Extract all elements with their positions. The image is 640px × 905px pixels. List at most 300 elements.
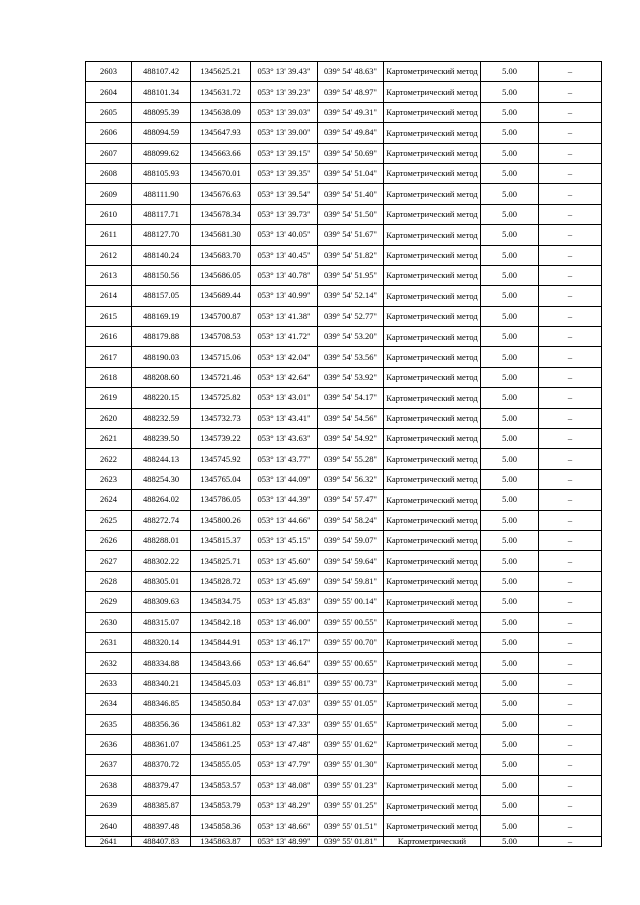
point-number-cell: 2625	[86, 510, 132, 530]
x-coordinate-cell: 488179.88	[132, 327, 191, 347]
table-row	[86, 408, 602, 428]
accuracy-cell: 5.00	[481, 204, 539, 224]
x-coordinate-cell: 488397.48	[132, 816, 191, 836]
longitude-cell: 039° 54' 50.69"	[318, 143, 384, 163]
method-cell: Картометрический метод	[384, 123, 481, 143]
table-row	[86, 286, 602, 306]
method-cell: Картометрический метод	[384, 551, 481, 571]
table-row	[86, 836, 602, 846]
accuracy-cell: 5.00	[481, 734, 539, 754]
accuracy-cell: 5.00	[481, 82, 539, 102]
accuracy-cell: 5.00	[481, 367, 539, 387]
method-cell: Картометрический метод	[384, 592, 481, 612]
y-coordinate-cell: 1345861.82	[191, 714, 251, 734]
accuracy-cell: 5.00	[481, 510, 539, 530]
latitude-cell: 053° 13' 39.03"	[251, 102, 318, 122]
accuracy-cell: 5.00	[481, 490, 539, 510]
x-coordinate-cell: 488157.05	[132, 286, 191, 306]
x-coordinate-cell: 488370.72	[132, 755, 191, 775]
point-number-cell: 2619	[86, 388, 132, 408]
point-number-cell: 2628	[86, 571, 132, 591]
accuracy-cell: 5.00	[481, 143, 539, 163]
latitude-cell: 053° 13' 39.35"	[251, 163, 318, 183]
point-number-cell: 2634	[86, 694, 132, 714]
latitude-cell: 053° 13' 45.60"	[251, 551, 318, 571]
y-coordinate-cell: 1345686.05	[191, 265, 251, 285]
accuracy-cell: 5.00	[481, 612, 539, 632]
description-cell: –	[539, 836, 602, 846]
y-coordinate-cell: 1345845.03	[191, 673, 251, 693]
longitude-cell: 039° 55' 01.23"	[318, 775, 384, 795]
point-number-cell: 2617	[86, 347, 132, 367]
description-cell: –	[539, 204, 602, 224]
method-cell: Картометрический метод	[384, 694, 481, 714]
description-cell: –	[539, 714, 602, 734]
y-coordinate-cell: 1345765.04	[191, 469, 251, 489]
longitude-cell: 039° 54' 59.81"	[318, 571, 384, 591]
description-cell: –	[539, 245, 602, 265]
point-number-cell: 2641	[86, 836, 132, 846]
longitude-cell: 039° 54' 49.84"	[318, 123, 384, 143]
description-cell: –	[539, 367, 602, 387]
x-coordinate-cell: 488094.59	[132, 123, 191, 143]
accuracy-cell: 5.00	[481, 571, 539, 591]
method-cell: Картометрический метод	[384, 163, 481, 183]
description-cell: –	[539, 755, 602, 775]
accuracy-cell: 5.00	[481, 62, 539, 82]
description-cell: –	[539, 388, 602, 408]
point-number-cell: 2622	[86, 449, 132, 469]
description-cell: –	[539, 816, 602, 836]
accuracy-cell: 5.00	[481, 184, 539, 204]
longitude-cell: 039° 55' 01.81"	[318, 836, 384, 846]
accuracy-cell: 5.00	[481, 449, 539, 469]
latitude-cell: 053° 13' 45.69"	[251, 571, 318, 591]
method-cell: Картометрический метод	[384, 571, 481, 591]
y-coordinate-cell: 1345638.09	[191, 102, 251, 122]
y-coordinate-cell: 1345739.22	[191, 429, 251, 449]
point-number-cell: 2611	[86, 225, 132, 245]
point-number-cell: 2638	[86, 775, 132, 795]
description-cell: –	[539, 530, 602, 550]
y-coordinate-cell: 1345850.84	[191, 694, 251, 714]
accuracy-cell: 5.00	[481, 286, 539, 306]
x-coordinate-cell: 488095.39	[132, 102, 191, 122]
method-cell: Картометрический метод	[384, 62, 481, 82]
method-cell: Картометрический метод	[384, 388, 481, 408]
latitude-cell: 053° 13' 43.63"	[251, 429, 318, 449]
description-cell: –	[539, 62, 602, 82]
table-row	[86, 592, 602, 612]
accuracy-cell: 5.00	[481, 429, 539, 449]
x-coordinate-cell: 488302.22	[132, 551, 191, 571]
latitude-cell: 053° 13' 43.77"	[251, 449, 318, 469]
latitude-cell: 053° 13' 42.64"	[251, 367, 318, 387]
latitude-cell: 053° 13' 47.03"	[251, 694, 318, 714]
point-number-cell: 2623	[86, 469, 132, 489]
table-row	[86, 449, 602, 469]
y-coordinate-cell: 1345800.26	[191, 510, 251, 530]
accuracy-cell: 5.00	[481, 714, 539, 734]
point-number-cell: 2633	[86, 673, 132, 693]
x-coordinate-cell: 488346.85	[132, 694, 191, 714]
table-row	[86, 653, 602, 673]
table-row	[86, 551, 602, 571]
longitude-cell: 039° 55' 00.70"	[318, 632, 384, 652]
accuracy-cell: 5.00	[481, 102, 539, 122]
y-coordinate-cell: 1345858.36	[191, 816, 251, 836]
longitude-cell: 039° 55' 01.25"	[318, 796, 384, 816]
longitude-cell: 039° 55' 01.05"	[318, 694, 384, 714]
y-coordinate-cell: 1345855.05	[191, 755, 251, 775]
y-coordinate-cell: 1345853.57	[191, 775, 251, 795]
table-row	[86, 632, 602, 652]
y-coordinate-cell: 1345689.44	[191, 286, 251, 306]
table-row	[86, 796, 602, 816]
latitude-cell: 053° 13' 39.73"	[251, 204, 318, 224]
point-number-cell: 2616	[86, 327, 132, 347]
y-coordinate-cell: 1345844.91	[191, 632, 251, 652]
accuracy-cell: 5.00	[481, 816, 539, 836]
point-number-cell: 2603	[86, 62, 132, 82]
latitude-cell: 053° 13' 44.66"	[251, 510, 318, 530]
longitude-cell: 039° 54' 48.63"	[318, 62, 384, 82]
accuracy-cell: 5.00	[481, 163, 539, 183]
x-coordinate-cell: 488272.74	[132, 510, 191, 530]
point-number-cell: 2605	[86, 102, 132, 122]
description-cell: –	[539, 612, 602, 632]
point-number-cell: 2631	[86, 632, 132, 652]
longitude-cell: 039° 54' 51.50"	[318, 204, 384, 224]
x-coordinate-cell: 488239.50	[132, 429, 191, 449]
table-row	[86, 82, 602, 102]
table-row	[86, 265, 602, 285]
point-number-cell: 2640	[86, 816, 132, 836]
description-cell: –	[539, 653, 602, 673]
longitude-cell: 039° 54' 57.47"	[318, 490, 384, 510]
x-coordinate-cell: 488340.21	[132, 673, 191, 693]
y-coordinate-cell: 1345631.72	[191, 82, 251, 102]
point-number-cell: 2637	[86, 755, 132, 775]
latitude-cell: 053° 13' 44.09"	[251, 469, 318, 489]
point-number-cell: 2632	[86, 653, 132, 673]
latitude-cell: 053° 13' 39.54"	[251, 184, 318, 204]
method-cell: Картометрический метод	[384, 632, 481, 652]
description-cell: –	[539, 286, 602, 306]
y-coordinate-cell: 1345647.93	[191, 123, 251, 143]
table-row	[86, 816, 602, 836]
description-cell: –	[539, 551, 602, 571]
table-row	[86, 225, 602, 245]
accuracy-cell: 5.00	[481, 265, 539, 285]
x-coordinate-cell: 488111.90	[132, 184, 191, 204]
method-cell: Картометрический метод	[384, 775, 481, 795]
longitude-cell: 039° 54' 53.20"	[318, 327, 384, 347]
description-cell: –	[539, 449, 602, 469]
x-coordinate-cell: 488117.71	[132, 204, 191, 224]
longitude-cell: 039° 55' 00.55"	[318, 612, 384, 632]
y-coordinate-cell: 1345700.87	[191, 306, 251, 326]
y-coordinate-cell: 1345843.66	[191, 653, 251, 673]
y-coordinate-cell: 1345676.63	[191, 184, 251, 204]
latitude-cell: 053° 13' 48.08"	[251, 775, 318, 795]
longitude-cell: 039° 54' 54.92"	[318, 429, 384, 449]
method-cell: Картометрический метод	[384, 306, 481, 326]
longitude-cell: 039° 54' 48.97"	[318, 82, 384, 102]
table-row	[86, 62, 602, 82]
description-cell: –	[539, 82, 602, 102]
description-cell: –	[539, 225, 602, 245]
description-cell: –	[539, 469, 602, 489]
longitude-cell: 039° 54' 54.17"	[318, 388, 384, 408]
longitude-cell: 039° 54' 49.31"	[318, 102, 384, 122]
x-coordinate-cell: 488107.42	[132, 62, 191, 82]
y-coordinate-cell: 1345828.72	[191, 571, 251, 591]
table-row	[86, 775, 602, 795]
longitude-cell: 039° 54' 53.92"	[318, 367, 384, 387]
longitude-cell: 039° 55' 01.65"	[318, 714, 384, 734]
description-cell: –	[539, 408, 602, 428]
table-row	[86, 204, 602, 224]
table-row	[86, 306, 602, 326]
point-number-cell: 2629	[86, 592, 132, 612]
accuracy-cell: 5.00	[481, 123, 539, 143]
table-row	[86, 429, 602, 449]
point-number-cell: 2621	[86, 429, 132, 449]
point-number-cell: 2608	[86, 163, 132, 183]
longitude-cell: 039° 54' 54.56"	[318, 408, 384, 428]
y-coordinate-cell: 1345786.05	[191, 490, 251, 510]
longitude-cell: 039° 55' 01.51"	[318, 816, 384, 836]
point-number-cell: 2627	[86, 551, 132, 571]
x-coordinate-cell: 488320.14	[132, 632, 191, 652]
table-row	[86, 490, 602, 510]
longitude-cell: 039° 54' 59.64"	[318, 551, 384, 571]
table-row	[86, 143, 602, 163]
point-number-cell: 2607	[86, 143, 132, 163]
longitude-cell: 039° 55' 00.14"	[318, 592, 384, 612]
method-cell: Картометрический метод	[384, 653, 481, 673]
point-number-cell: 2626	[86, 530, 132, 550]
y-coordinate-cell: 1345681.30	[191, 225, 251, 245]
y-coordinate-cell: 1345863.87	[191, 836, 251, 846]
table-body	[86, 62, 602, 847]
latitude-cell: 053° 13' 46.64"	[251, 653, 318, 673]
table-row	[86, 694, 602, 714]
y-coordinate-cell: 1345683.70	[191, 245, 251, 265]
y-coordinate-cell: 1345853.79	[191, 796, 251, 816]
accuracy-cell: 5.00	[481, 306, 539, 326]
y-coordinate-cell: 1345725.82	[191, 388, 251, 408]
y-coordinate-cell: 1345861.25	[191, 734, 251, 754]
longitude-cell: 039° 54' 51.04"	[318, 163, 384, 183]
x-coordinate-cell: 488099.62	[132, 143, 191, 163]
longitude-cell: 039° 54' 53.56"	[318, 347, 384, 367]
x-coordinate-cell: 488379.47	[132, 775, 191, 795]
description-cell: –	[539, 510, 602, 530]
method-cell: Картометрический	[384, 836, 481, 846]
description-cell: –	[539, 143, 602, 163]
longitude-cell: 039° 54' 52.14"	[318, 286, 384, 306]
x-coordinate-cell: 488309.63	[132, 592, 191, 612]
latitude-cell: 053° 13' 48.29"	[251, 796, 318, 816]
latitude-cell: 053° 13' 47.33"	[251, 714, 318, 734]
method-cell: Картометрический метод	[384, 225, 481, 245]
point-number-cell: 2636	[86, 734, 132, 754]
latitude-cell: 053° 13' 43.01"	[251, 388, 318, 408]
longitude-cell: 039° 54' 56.32"	[318, 469, 384, 489]
longitude-cell: 039° 54' 55.28"	[318, 449, 384, 469]
point-number-cell: 2613	[86, 265, 132, 285]
method-cell: Картометрический метод	[384, 816, 481, 836]
table-row	[86, 612, 602, 632]
y-coordinate-cell: 1345670.01	[191, 163, 251, 183]
description-cell: –	[539, 571, 602, 591]
accuracy-cell: 5.00	[481, 388, 539, 408]
y-coordinate-cell: 1345715.06	[191, 347, 251, 367]
latitude-cell: 053° 13' 40.99"	[251, 286, 318, 306]
table-row	[86, 163, 602, 183]
x-coordinate-cell: 488232.59	[132, 408, 191, 428]
table-row	[86, 367, 602, 387]
description-cell: –	[539, 490, 602, 510]
method-cell: Картометрический метод	[384, 429, 481, 449]
method-cell: Картометрический метод	[384, 367, 481, 387]
latitude-cell: 053° 13' 39.43"	[251, 62, 318, 82]
table-row	[86, 673, 602, 693]
accuracy-cell: 5.00	[481, 836, 539, 846]
method-cell: Картометрический метод	[384, 102, 481, 122]
table-row	[86, 714, 602, 734]
latitude-cell: 053° 13' 46.00"	[251, 612, 318, 632]
x-coordinate-cell: 488190.03	[132, 347, 191, 367]
latitude-cell: 053° 13' 44.39"	[251, 490, 318, 510]
accuracy-cell: 5.00	[481, 347, 539, 367]
x-coordinate-cell: 488407.83	[132, 836, 191, 846]
method-cell: Картометрический метод	[384, 734, 481, 754]
description-cell: –	[539, 123, 602, 143]
method-cell: Картометрический метод	[384, 796, 481, 816]
method-cell: Картометрический метод	[384, 204, 481, 224]
method-cell: Картометрический метод	[384, 612, 481, 632]
accuracy-cell: 5.00	[481, 673, 539, 693]
description-cell: –	[539, 775, 602, 795]
latitude-cell: 053° 13' 40.05"	[251, 225, 318, 245]
method-cell: Картометрический метод	[384, 286, 481, 306]
x-coordinate-cell: 488140.24	[132, 245, 191, 265]
point-number-cell: 2615	[86, 306, 132, 326]
point-number-cell: 2620	[86, 408, 132, 428]
x-coordinate-cell: 488150.56	[132, 265, 191, 285]
table-row	[86, 184, 602, 204]
latitude-cell: 053° 13' 45.15"	[251, 530, 318, 550]
x-coordinate-cell: 488254.30	[132, 469, 191, 489]
method-cell: Картометрический метод	[384, 490, 481, 510]
accuracy-cell: 5.00	[481, 653, 539, 673]
method-cell: Картометрический метод	[384, 408, 481, 428]
x-coordinate-cell: 488244.13	[132, 449, 191, 469]
table-row	[86, 571, 602, 591]
x-coordinate-cell: 488101.34	[132, 82, 191, 102]
table-row	[86, 347, 602, 367]
x-coordinate-cell: 488169.19	[132, 306, 191, 326]
method-cell: Картометрический метод	[384, 184, 481, 204]
y-coordinate-cell: 1345708.53	[191, 327, 251, 347]
description-cell: –	[539, 184, 602, 204]
method-cell: Картометрический метод	[384, 714, 481, 734]
description-cell: –	[539, 327, 602, 347]
latitude-cell: 053° 13' 41.72"	[251, 327, 318, 347]
y-coordinate-cell: 1345663.66	[191, 143, 251, 163]
accuracy-cell: 5.00	[481, 469, 539, 489]
x-coordinate-cell: 488208.60	[132, 367, 191, 387]
longitude-cell: 039° 54' 59.07"	[318, 530, 384, 550]
table-row	[86, 123, 602, 143]
accuracy-cell: 5.00	[481, 694, 539, 714]
method-cell: Картометрический метод	[384, 265, 481, 285]
point-number-cell: 2614	[86, 286, 132, 306]
x-coordinate-cell: 488334.88	[132, 653, 191, 673]
point-number-cell: 2610	[86, 204, 132, 224]
latitude-cell: 053° 13' 39.23"	[251, 82, 318, 102]
method-cell: Картометрический метод	[384, 245, 481, 265]
table-row	[86, 327, 602, 347]
latitude-cell: 053° 13' 40.78"	[251, 265, 318, 285]
accuracy-cell: 5.00	[481, 592, 539, 612]
longitude-cell: 039° 54' 51.40"	[318, 184, 384, 204]
accuracy-cell: 5.00	[481, 775, 539, 795]
description-cell: –	[539, 632, 602, 652]
x-coordinate-cell: 488264.02	[132, 490, 191, 510]
method-cell: Картометрический метод	[384, 143, 481, 163]
method-cell: Картометрический метод	[384, 510, 481, 530]
method-cell: Картометрический метод	[384, 673, 481, 693]
longitude-cell: 039° 54' 51.95"	[318, 265, 384, 285]
table-row	[86, 469, 602, 489]
table-row	[86, 388, 602, 408]
longitude-cell: 039° 55' 01.62"	[318, 734, 384, 754]
accuracy-cell: 5.00	[481, 530, 539, 550]
table-row	[86, 755, 602, 775]
x-coordinate-cell: 488315.07	[132, 612, 191, 632]
longitude-cell: 039° 54' 52.77"	[318, 306, 384, 326]
table-row	[86, 530, 602, 550]
longitude-cell: 039° 55' 01.30"	[318, 755, 384, 775]
point-number-cell: 2606	[86, 123, 132, 143]
latitude-cell: 053° 13' 39.15"	[251, 143, 318, 163]
description-cell: –	[539, 673, 602, 693]
y-coordinate-cell: 1345825.71	[191, 551, 251, 571]
latitude-cell: 053° 13' 42.04"	[251, 347, 318, 367]
description-cell: –	[539, 347, 602, 367]
description-cell: –	[539, 796, 602, 816]
latitude-cell: 053° 13' 39.00"	[251, 123, 318, 143]
latitude-cell: 053° 13' 48.66"	[251, 816, 318, 836]
method-cell: Картометрический метод	[384, 530, 481, 550]
x-coordinate-cell: 488220.15	[132, 388, 191, 408]
y-coordinate-cell: 1345732.73	[191, 408, 251, 428]
table-row	[86, 734, 602, 754]
x-coordinate-cell: 488127.70	[132, 225, 191, 245]
accuracy-cell: 5.00	[481, 245, 539, 265]
table-row	[86, 245, 602, 265]
method-cell: Картометрический метод	[384, 469, 481, 489]
y-coordinate-cell: 1345745.92	[191, 449, 251, 469]
latitude-cell: 053° 13' 46.17"	[251, 632, 318, 652]
y-coordinate-cell: 1345721.46	[191, 367, 251, 387]
accuracy-cell: 5.00	[481, 755, 539, 775]
point-number-cell: 2604	[86, 82, 132, 102]
